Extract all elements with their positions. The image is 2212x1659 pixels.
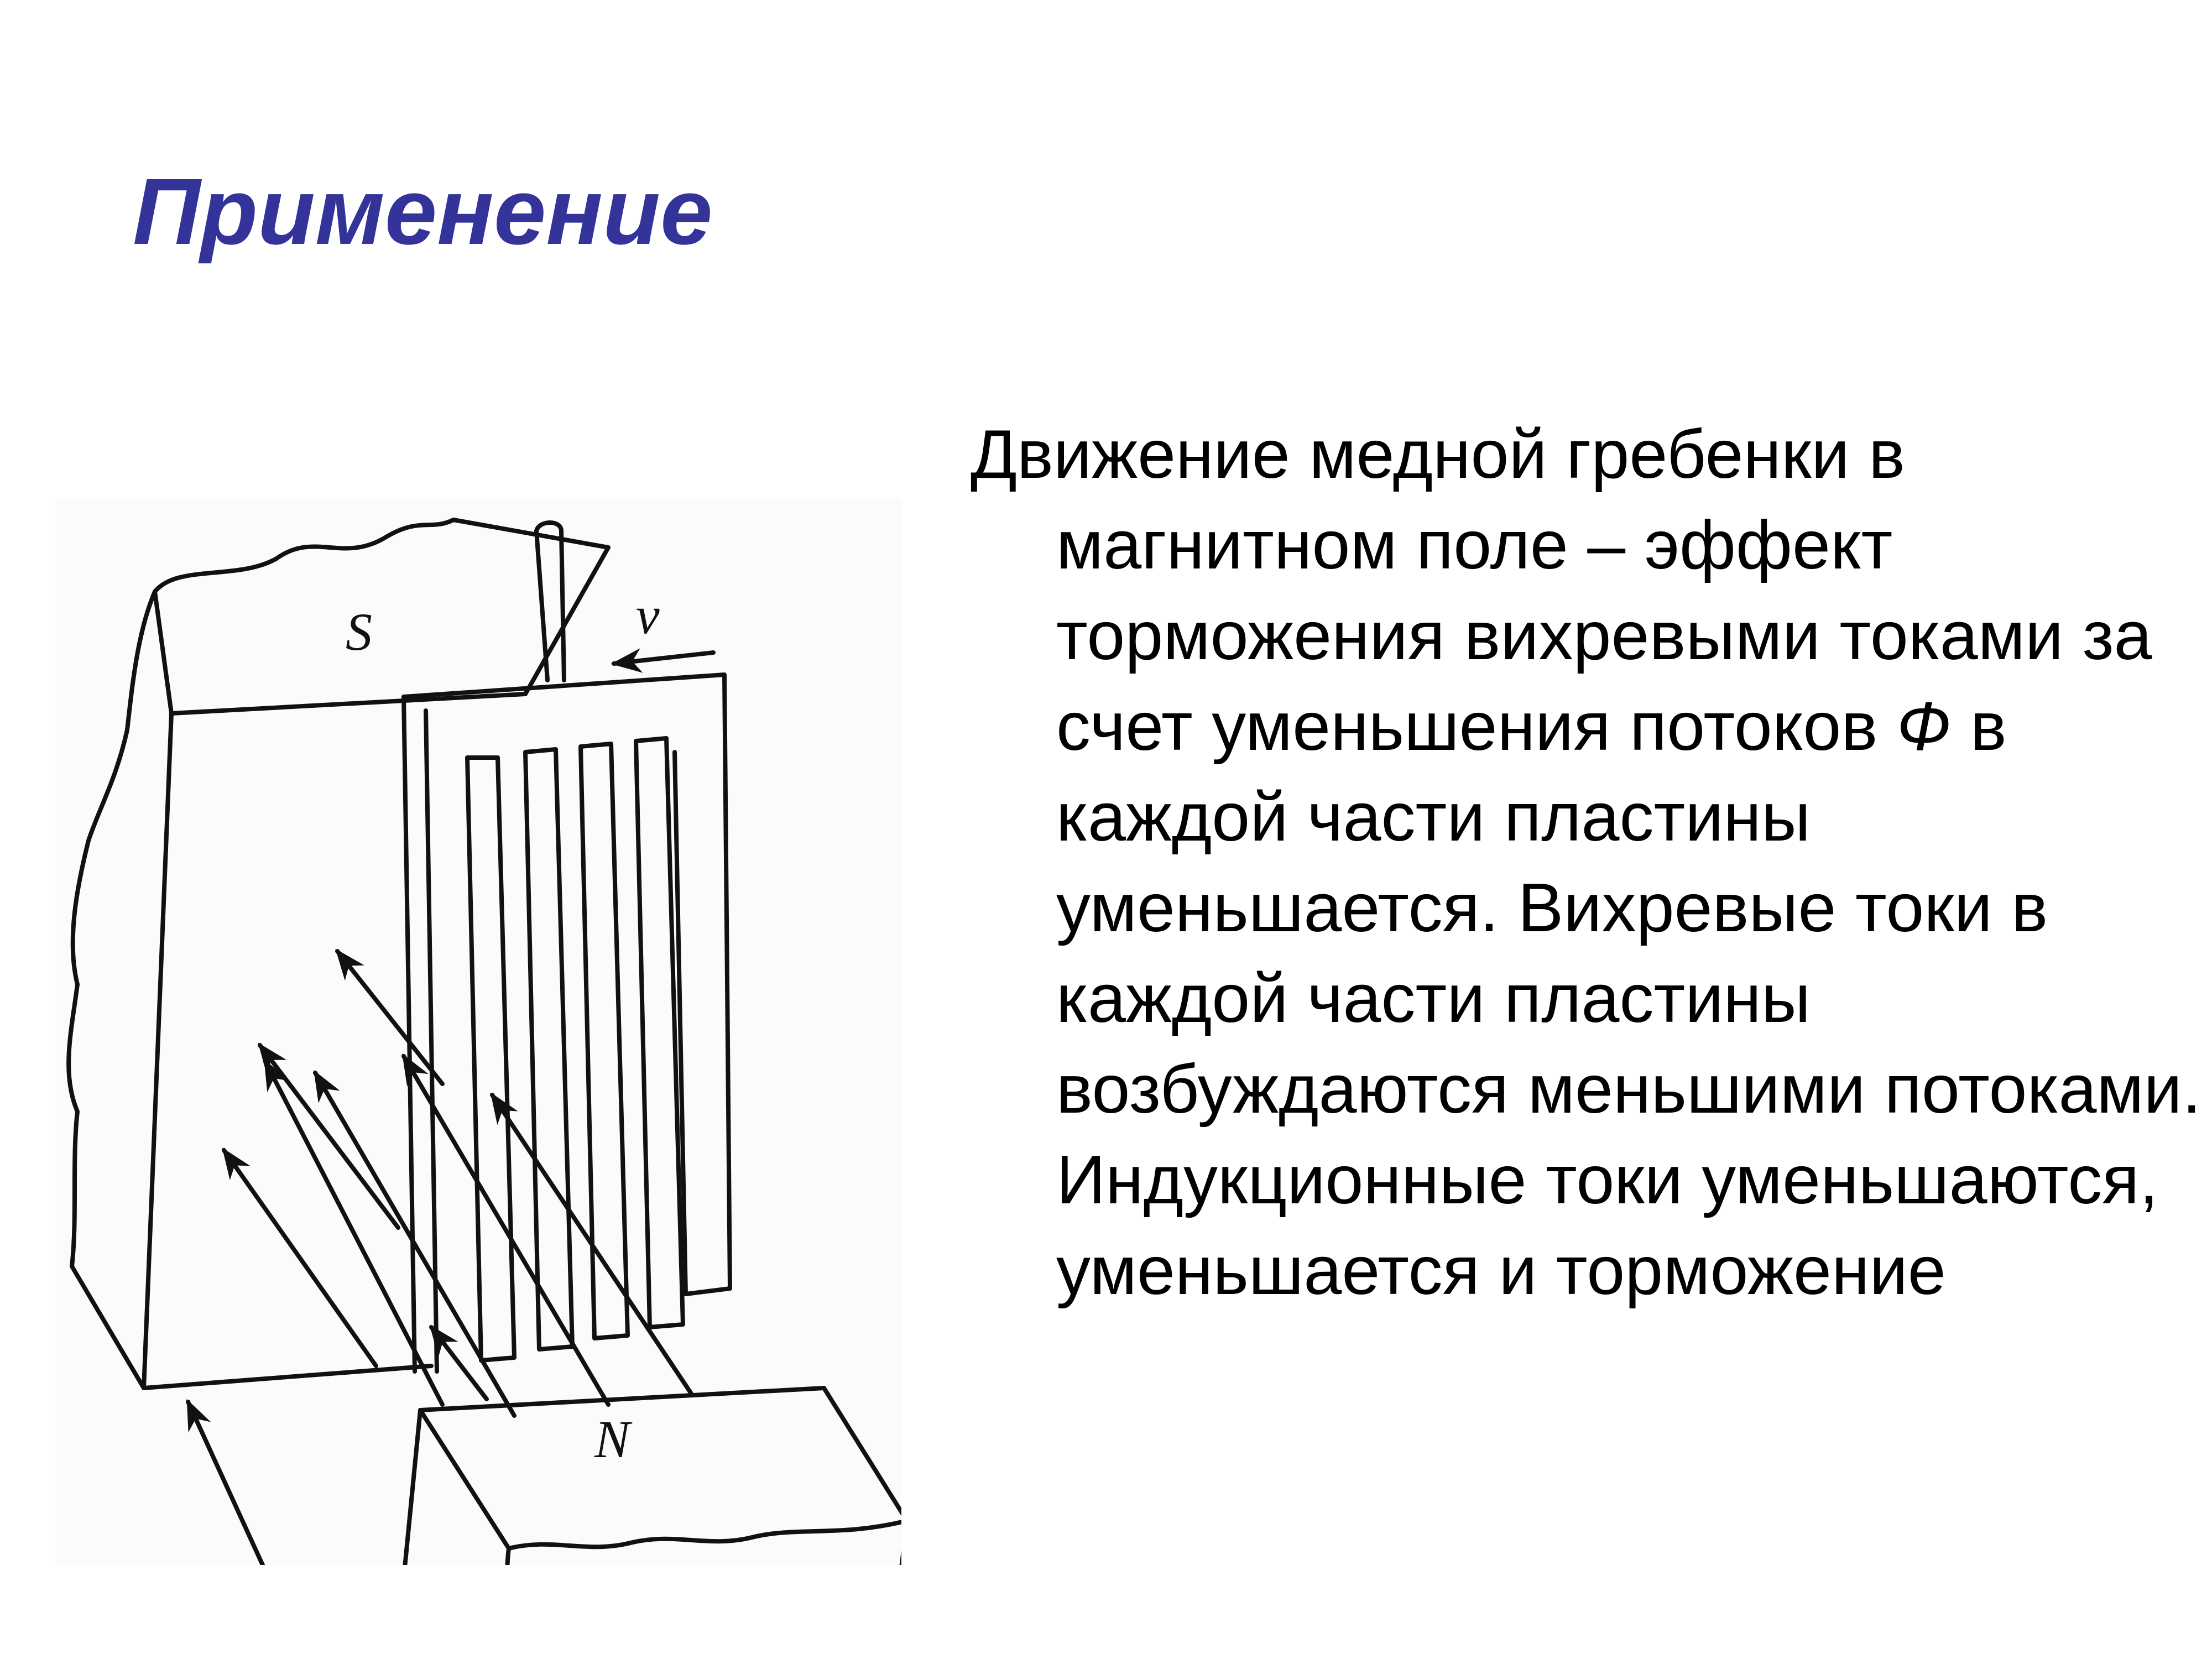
velocity-arrow <box>614 653 713 664</box>
s-pole-label: S <box>346 602 372 661</box>
magnet-comb-figure <box>55 498 901 1565</box>
description-paragraph <box>971 409 2212 1316</box>
copper-comb <box>404 675 730 1371</box>
flux-symbol: Ф <box>1896 688 1952 765</box>
description-part2: в каждой части пластины уменьшается. Вихревые токи в каждой части пластины возбуждаются меньшими потоками. Индукционные токи уменьшаются, уменьшается и торможение <box>1056 688 2201 1309</box>
n-pole-label: N <box>594 1410 630 1469</box>
description-part1: Движение медной гребенки в магнитном поле – эффект торможения вихревыми токами за счет уменьшения потоков <box>971 416 2152 765</box>
magnet-comb-drawing <box>55 498 901 1565</box>
slide-title: Применение <box>133 159 713 264</box>
comb-rod <box>536 523 564 680</box>
velocity-label: v <box>636 586 660 645</box>
magnetic-field-lines <box>188 951 691 1565</box>
n-pole-block <box>382 1388 901 1565</box>
